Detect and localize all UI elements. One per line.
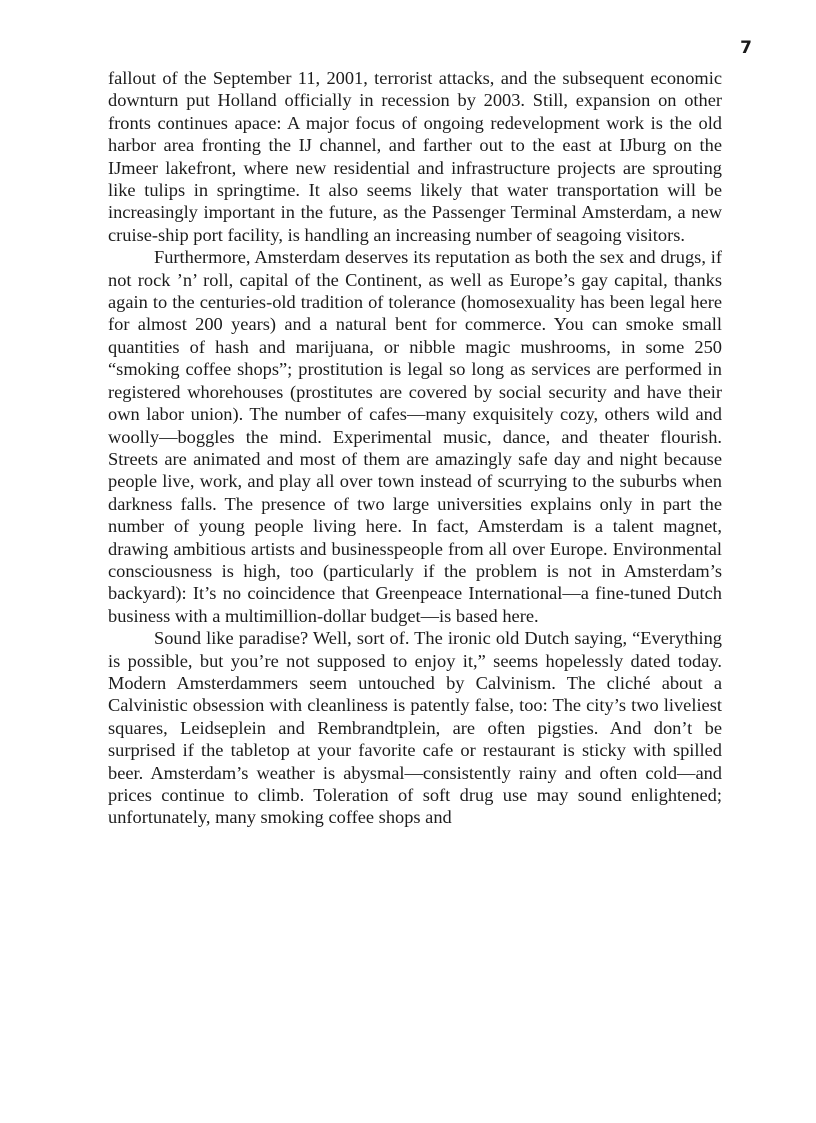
body-text	[108, 67, 722, 829]
page-number: 7	[740, 38, 752, 58]
paragraph-paradise: Sound like paradise? Well, sort of. The ironic old Dutch saying, “Everything is possible, but you’re not supposed to enjoy it,” seems hopelessly dated today. Modern Amsterdammers seem untouched by Calvinism. The cliché about a Calvinistic obsession with cleanliness is patently false, too: The city’s two liveliest squares, Leidseplein and Rembrandtplein, are often pigsties. And don’t be surprised if the tabletop at your favorite cafe or restaurant is sticky with spilled beer. Amsterdam’s weather is abysmal—consistently rainy and often cold—and prices continue to climb. Toleration of soft drug use may sound enlightened; unfortunately, many smoking coffee shops and	[108, 628, 722, 828]
paragraph-continuation: fallout of the September 11, 2001, terrorist attacks, and the subsequent economic downturn put Holland officially in recession by 2003. Still, expansion on other fronts continues apace: A major focus of ongoing redevelopment work is the old harbor area fronting the IJ channel, and farther out to the east at IJburg on the IJmeer lakefront, where new residential and infrastructure projects are sprouting like tulips in springtime. It also seems likely that water transportation will be increasingly important in the future, as the Passenger Terminal Amsterdam, a new cruise-ship port facility, is handling an increasing number of seagoing visitors.	[108, 68, 722, 245]
paragraph-amsterdam-reputation: Furthermore, Amsterdam deserves its reputation as both the sex and drugs, if not rock ’n’ roll, capital of the Continent, as well as Europe’s gay capital, thanks again to the centuries-old tradition of tolerance (homosexuality has been legal here for almost 200 years) and a natural bent for commerce. You can smoke small quantities of hash and marijuana, or nibble magic mushrooms, in some 250 “smoking coffee shops”; prostitution is legal so long as services are performed in registered whorehouses (prostitutes are covered by social security and have their own labor union). The number of cafes—many exquisitely cozy, others wild and woolly—boggles the mind. Experimental music, dance, and theater flourish. Streets are animated and most of them are amazingly safe day and night because people live, work, and play all over town instead of scurrying to the suburbs when darkness falls. The presence of two large universities explains only in part the number of young people living here. In fact, Amsterdam is a talent magnet, drawing ambitious artists and businesspeople from all over Europe. Environmental consciousness is high, too (particularly if the problem is not in Amsterdam’s backyard): It’s no coincidence that Greenpeace International—a fine-tuned Dutch business with a multimillion-dollar budget—is based here.	[108, 247, 722, 626]
